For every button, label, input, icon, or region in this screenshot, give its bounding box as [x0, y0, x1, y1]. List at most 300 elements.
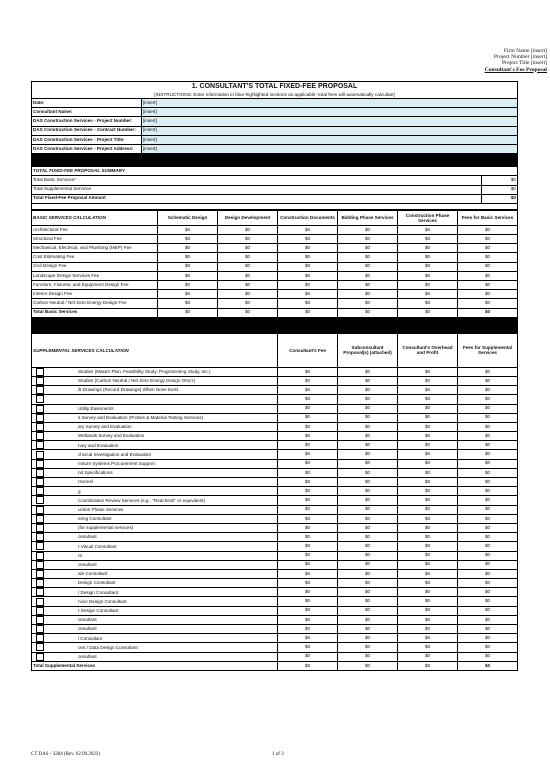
basic-header: Construction Documents: [278, 210, 338, 225]
supplemental-row-label: Studies (Carbon Neutral / Net Zero Energy Design ONLY): [78, 378, 196, 384]
supplemental-row: [32, 533, 518, 542]
supplemental-row: [32, 487, 518, 496]
supplemental-row-label-cell: [32, 579, 278, 588]
basic-header: BASIC SERVICES CALCULATION: [32, 210, 158, 225]
supplemental-checkbox[interactable]: [36, 515, 44, 523]
supplemental-checkbox[interactable]: [36, 395, 44, 403]
supplemental-row: [32, 376, 518, 385]
supplemental-fee-cell[interactable]: $0: [278, 376, 338, 385]
supplemental-fee-cell[interactable]: $0: [278, 459, 338, 468]
supplemental-checkbox[interactable]: [36, 607, 44, 615]
supplemental-checkbox[interactable]: [36, 561, 44, 569]
supplemental-fee-cell[interactable]: $0: [338, 615, 398, 624]
instructions: [INSTRUCTIONS: Enter information in blue-highlighted sections as applicable; total fees will automatically calculate]: [31, 91, 518, 98]
supplemental-checkbox[interactable]: [36, 496, 44, 504]
supplemental-checkbox[interactable]: [36, 653, 44, 661]
supplemental-fee-cell[interactable]: $0: [338, 588, 398, 597]
supplemental-fee-cell[interactable]: $0: [278, 496, 338, 505]
supplemental-row: [32, 523, 518, 532]
supplemental-row-label: ilt Drawings (Record Drawings) When None Exist: [78, 387, 179, 393]
summary-value: $0: [482, 185, 518, 194]
basic-fee-cell[interactable]: $0: [338, 281, 398, 290]
supplemental-fee-cell[interactable]: $0: [278, 542, 338, 551]
basic-fee-cell[interactable]: $0: [278, 262, 338, 271]
supplemental-row-label-cell: [32, 652, 278, 661]
supplemental-row-label-cell: [32, 459, 278, 468]
supplemental-fee-cell[interactable]: $0: [398, 422, 458, 431]
supplemental-fee-cell: $0: [458, 441, 518, 450]
info-row: [32, 117, 518, 126]
supplemental-row-label-cell: [32, 606, 278, 615]
supplemental-fee-cell[interactable]: $0: [398, 606, 458, 615]
supplemental-row-label-cell: [32, 542, 278, 551]
supplemental-fee-cell[interactable]: $0: [278, 395, 338, 404]
basic-fee-cell[interactable]: $0: [158, 299, 218, 308]
info-row: [32, 135, 518, 144]
supplemental-fee-cell[interactable]: $0: [338, 597, 398, 606]
supplemental-fee-cell[interactable]: $0: [278, 643, 338, 652]
supplemental-total-value: $0: [338, 661, 398, 670]
basic-fee-cell: $0: [458, 290, 518, 299]
supplemental-header: SUPPLEMENTAL SERVICES CALCULATION: [32, 333, 278, 367]
fee-proposal-sheet: [31, 81, 518, 671]
supplemental-row-label: rvey and Evaluation: [78, 442, 119, 448]
supplemental-row-label-cell: [32, 395, 278, 404]
basic-fee-cell: $0: [458, 299, 518, 308]
basic-fee-cell[interactable]: $0: [338, 244, 398, 253]
basic-fee-cell[interactable]: $0: [158, 225, 218, 234]
supplemental-row-label-cell: [32, 588, 278, 597]
info-table: [31, 98, 518, 154]
supplemental-row-label-cell: [32, 597, 278, 606]
basic-fee-cell[interactable]: $0: [278, 281, 338, 290]
supplemental-checkbox[interactable]: [36, 377, 44, 385]
supplemental-row: [32, 551, 518, 560]
supplemental-row-label: ary Survey and Evaluation: [78, 424, 132, 430]
supplemental-row-label-cell: [32, 413, 278, 422]
supplemental-fee-cell[interactable]: $0: [338, 450, 398, 459]
supplemental-fee-cell[interactable]: $0: [398, 432, 458, 441]
supplemental-row-label: Coordination Review Services (e.g., "Redcheck" or equivalent): [78, 497, 206, 503]
summary-total-value: $0: [482, 194, 518, 203]
basic-fee-cell[interactable]: $0: [398, 262, 458, 271]
supplemental-row-label: onsultant: [78, 653, 97, 659]
supplemental-fee-cell: $0: [458, 606, 518, 615]
supplemental-fee-cell[interactable]: $0: [398, 450, 458, 459]
basic-fee-cell: $0: [458, 225, 518, 234]
supplemental-fee-cell[interactable]: $0: [398, 533, 458, 542]
supplemental-total-value: $0: [398, 661, 458, 670]
firm-name: Firm Name [insert]: [503, 48, 547, 54]
supplemental-checkbox[interactable]: [36, 643, 44, 651]
supplemental-fee-cell[interactable]: $0: [338, 367, 398, 376]
supplemental-row-label: Wetlands Survey and Evaluation: [78, 433, 145, 439]
supplemental-fee-cell[interactable]: $0: [278, 523, 338, 532]
supplemental-fee-cell[interactable]: $0: [338, 652, 398, 661]
supplemental-fee-cell[interactable]: $0: [398, 643, 458, 652]
supplemental-fee-cell[interactable]: $0: [278, 487, 338, 496]
supplemental-fee-cell[interactable]: $0: [278, 588, 338, 597]
supplemental-fee-cell[interactable]: $0: [338, 634, 398, 643]
supplemental-row-label: uction Phase Services: [78, 506, 124, 512]
supplemental-fee-cell[interactable]: $0: [338, 432, 398, 441]
supplemental-checkbox[interactable]: [36, 478, 44, 486]
supplemental-fee-cell[interactable]: $0: [398, 395, 458, 404]
supplemental-row-label-cell: [32, 551, 278, 560]
supplemental-fee-cell: $0: [458, 432, 518, 441]
basic-fee-cell[interactable]: $0: [218, 299, 278, 308]
supplemental-fee-cell[interactable]: $0: [398, 625, 458, 634]
basic-row-label: Carbon Neutral / Net Zero Energy Design Fee: [32, 299, 158, 308]
supplemental-row-label-cell: [32, 450, 278, 459]
supplemental-row-label-cell: [32, 404, 278, 413]
supplemental-fee-cell[interactable]: $0: [278, 569, 338, 578]
basic-fee-cell[interactable]: $0: [338, 262, 398, 271]
supplemental-fee-cell[interactable]: $0: [338, 441, 398, 450]
supplemental-fee-cell[interactable]: $0: [338, 413, 398, 422]
supplemental-row-label-cell: [32, 643, 278, 652]
supplemental-fee-cell[interactable]: $0: [278, 441, 338, 450]
info-label: DAS Construction Services - Contract Number:: [32, 126, 142, 135]
supplemental-checkbox[interactable]: [36, 588, 44, 596]
supplemental-checkbox[interactable]: [36, 570, 44, 578]
supplemental-fee-cell[interactable]: $0: [398, 523, 458, 532]
supplemental-fee-cell[interactable]: $0: [278, 468, 338, 477]
supplemental-fee-cell[interactable]: $0: [338, 514, 398, 523]
basic-fee-cell[interactable]: $0: [278, 253, 338, 262]
info-value-field[interactable]: [insert]: [142, 108, 518, 117]
supplemental-fee-cell[interactable]: $0: [338, 606, 398, 615]
supplemental-row-label-cell: [32, 560, 278, 569]
basic-total-value: $0: [158, 308, 218, 317]
supplemental-fee-cell[interactable]: $0: [278, 432, 338, 441]
supplemental-fee-cell[interactable]: $0: [278, 386, 338, 395]
supplemental-fee-cell[interactable]: $0: [398, 597, 458, 606]
basic-fee-cell[interactable]: $0: [158, 271, 218, 280]
supplemental-fee-cell[interactable]: $0: [278, 615, 338, 624]
supplemental-row-label: nt: [78, 552, 82, 558]
basic-fee-cell: $0: [458, 244, 518, 253]
supplemental-checkbox[interactable]: [36, 469, 44, 477]
supplemental-fee-cell[interactable]: $0: [338, 579, 398, 588]
supplemental-fee-cell[interactable]: $0: [278, 560, 338, 569]
summary-heading: TOTAL FIXED-FEE PROPOSAL SUMMARY: [32, 167, 518, 176]
basic-fee-cell[interactable]: $0: [218, 262, 278, 271]
divider-bar: [32, 317, 518, 332]
info-label: DAS Construction Services - Project Number:: [32, 117, 142, 126]
supplemental-checkbox[interactable]: [36, 625, 44, 633]
supplemental-row: [32, 422, 518, 431]
basic-fee-cell: $0: [458, 271, 518, 280]
supplemental-checkbox[interactable]: [36, 386, 44, 394]
basic-fee-cell: $0: [458, 253, 518, 262]
supplemental-checkbox[interactable]: [36, 552, 44, 560]
basic-total-value: $0: [338, 308, 398, 317]
basic-fee-cell[interactable]: $0: [398, 290, 458, 299]
supplemental-fee-cell[interactable]: $0: [278, 404, 338, 413]
info-value-field[interactable]: [insert]: [142, 135, 518, 144]
basic-fee-cell[interactable]: $0: [218, 290, 278, 299]
supplemental-row-label: l Consultant: [78, 635, 103, 641]
info-label: Date:: [32, 99, 142, 108]
page-number: 1 of 3: [272, 752, 284, 757]
supplemental-fee-cell[interactable]: $0: [398, 634, 458, 643]
supplemental-fee-cell[interactable]: $0: [338, 551, 398, 560]
supplemental-fee-cell[interactable]: $0: [338, 487, 398, 496]
supplemental-fee-cell[interactable]: $0: [338, 625, 398, 634]
supplemental-fee-cell[interactable]: $0: [398, 468, 458, 477]
basic-fee-cell[interactable]: $0: [338, 299, 398, 308]
supplemental-fee-cell[interactable]: $0: [398, 376, 458, 385]
basic-fee-cell[interactable]: $0: [278, 235, 338, 244]
supplemental-fee-cell[interactable]: $0: [278, 597, 338, 606]
summary-label: Total Supplemental Services: [32, 185, 482, 194]
basic-fee-cell[interactable]: $0: [218, 225, 278, 234]
supplemental-fee-cell[interactable]: $0: [338, 560, 398, 569]
basic-fee-cell[interactable]: $0: [338, 271, 398, 280]
supplemental-fee-cell[interactable]: $0: [338, 505, 398, 514]
supplemental-fee-cell[interactable]: $0: [278, 606, 338, 615]
supplemental-row: [32, 625, 518, 634]
supplemental-checkbox[interactable]: [36, 405, 44, 413]
supplemental-fee-cell[interactable]: $0: [338, 569, 398, 578]
basic-fee-cell[interactable]: $0: [218, 244, 278, 253]
supplemental-row-label: onsultant: [78, 626, 97, 632]
basic-fee-cell[interactable]: $0: [158, 262, 218, 271]
supplemental-row-label-cell: [32, 386, 278, 395]
supplemental-row-label: ons / Data Design Consultant: [78, 644, 138, 650]
supplemental-checkbox[interactable]: [36, 579, 44, 587]
supplemental-fee-cell: $0: [458, 404, 518, 413]
supplemental-row: [32, 468, 518, 477]
basic-fee-cell[interactable]: $0: [218, 253, 278, 262]
basic-fee-cell[interactable]: $0: [398, 253, 458, 262]
supplemental-row-label-cell: [32, 634, 278, 643]
supplemental-row-label: Design Consultant: [78, 580, 116, 586]
basic-fee-cell[interactable]: $0: [338, 290, 398, 299]
basic-row-label: Landscape Design Services Fee: [32, 271, 158, 280]
supplemental-fee-cell[interactable]: $0: [278, 551, 338, 560]
basic-fee-cell[interactable]: $0: [338, 253, 398, 262]
supplemental-checkbox[interactable]: [36, 616, 44, 624]
basic-fee-cell[interactable]: $0: [398, 235, 458, 244]
basic-fee-cell[interactable]: $0: [398, 225, 458, 234]
document-name: Consultant's Fee Proposal: [484, 66, 547, 73]
info-value-field[interactable]: [insert]: [142, 117, 518, 126]
supplemental-fee-cell[interactable]: $0: [338, 533, 398, 542]
supplemental-fee-cell: $0: [458, 551, 518, 560]
supplemental-row-label: rniture Systems Procurement Support: [78, 460, 155, 466]
supplemental-fee-cell: $0: [458, 376, 518, 385]
supplemental-fee-cell[interactable]: $0: [278, 450, 338, 459]
basic-fee-cell[interactable]: $0: [158, 290, 218, 299]
supplemental-header: Consultant's Fee: [278, 333, 338, 367]
basic-fee-cell[interactable]: $0: [398, 271, 458, 280]
supplemental-checkbox[interactable]: [36, 414, 44, 422]
supplemental-fee-cell[interactable]: $0: [398, 496, 458, 505]
supplemental-row: [32, 514, 518, 523]
supplemental-fee-cell[interactable]: $0: [338, 643, 398, 652]
supplemental-checkbox[interactable]: [36, 506, 44, 514]
basic-header: Fees for Basic Services: [458, 210, 518, 225]
supplemental-checkbox[interactable]: [36, 634, 44, 642]
supplemental-fee-cell[interactable]: $0: [278, 579, 338, 588]
supplemental-fee-cell[interactable]: $0: [278, 367, 338, 376]
supplemental-fee-cell[interactable]: $0: [278, 422, 338, 431]
supplemental-checkbox[interactable]: [36, 451, 44, 459]
basic-fee-cell[interactable]: $0: [158, 244, 218, 253]
supplemental-fee-cell[interactable]: $0: [338, 523, 398, 532]
basic-fee-cell[interactable]: $0: [398, 281, 458, 290]
supplemental-checkbox[interactable]: [36, 487, 44, 495]
supplemental-fee-cell[interactable]: $0: [398, 652, 458, 661]
basic-row: [32, 299, 518, 308]
supplemental-fee-cell[interactable]: $0: [398, 386, 458, 395]
supplemental-checkbox[interactable]: [36, 460, 44, 468]
supplemental-row: [32, 459, 518, 468]
basic-fee-cell[interactable]: $0: [278, 271, 338, 280]
basic-fee-cell[interactable]: $0: [278, 299, 338, 308]
basic-fee-cell[interactable]: $0: [338, 225, 398, 234]
supplemental-fee-cell[interactable]: $0: [398, 413, 458, 422]
supplemental-fee-cell: $0: [458, 597, 518, 606]
project-title: Project Title [insert]: [501, 60, 547, 67]
supplemental-fee-cell: $0: [458, 579, 518, 588]
info-value-field[interactable]: [insert]: [142, 99, 518, 108]
basic-total-value: $0: [218, 308, 278, 317]
supplemental-checkbox[interactable]: [36, 432, 44, 440]
supplemental-fee-cell[interactable]: $0: [278, 478, 338, 487]
supplemental-fee-cell: $0: [458, 514, 518, 523]
basic-header: Schematic Design: [158, 210, 218, 225]
supplemental-fee-cell[interactable]: $0: [398, 478, 458, 487]
supplemental-row-label: onsultant: [78, 562, 97, 567]
supplemental-fee-cell[interactable]: $0: [398, 459, 458, 468]
info-value-field[interactable]: [insert]: [142, 126, 518, 135]
supplemental-fee-cell[interactable]: $0: [278, 652, 338, 661]
supplemental-fee-cell[interactable]: $0: [338, 478, 398, 487]
supplemental-row-label-cell: [32, 569, 278, 578]
supplemental-fee-cell: $0: [458, 652, 518, 661]
supplemental-fee-cell[interactable]: $0: [278, 413, 338, 422]
supplemental-checkbox[interactable]: [36, 533, 44, 541]
basic-fee-cell[interactable]: $0: [218, 271, 278, 280]
supplemental-checkbox[interactable]: [36, 524, 44, 532]
basic-fee-cell[interactable]: $0: [278, 244, 338, 253]
supplemental-fee-cell[interactable]: $0: [338, 395, 398, 404]
supplemental-row-label: rvice Design Consultant: [78, 598, 127, 604]
basic-fee-cell[interactable]: $0: [398, 299, 458, 308]
supplemental-row-label-cell: [32, 432, 278, 441]
supplemental-fee-cell[interactable]: $0: [398, 615, 458, 624]
info-value-field[interactable]: [insert]: [142, 144, 518, 153]
basic-row: [32, 253, 518, 262]
supplemental-fee-cell[interactable]: $0: [338, 468, 398, 477]
supplemental-fee-cell: $0: [458, 422, 518, 431]
supplemental-checkbox[interactable]: [36, 542, 44, 550]
supplemental-fee-cell[interactable]: $0: [278, 634, 338, 643]
basic-header: Design Development: [218, 210, 278, 225]
supplemental-row: [32, 432, 518, 441]
supplemental-fee-cell: $0: [458, 569, 518, 578]
basic-fee-cell[interactable]: $0: [218, 235, 278, 244]
supplemental-fee-cell[interactable]: $0: [398, 569, 458, 578]
supplemental-row: [32, 560, 518, 569]
basic-total-label: Total Basic Services: [32, 308, 158, 317]
supplemental-checkbox[interactable]: [36, 368, 44, 376]
supplemental-fee-cell[interactable]: $0: [338, 404, 398, 413]
basic-row-label: Cost Estimating Fee: [32, 253, 158, 262]
supplemental-fee-cell[interactable]: $0: [398, 560, 458, 569]
supplemental-fee-cell[interactable]: $0: [338, 496, 398, 505]
supplemental-fee-cell[interactable]: $0: [278, 505, 338, 514]
supplemental-fee-cell[interactable]: $0: [278, 514, 338, 523]
summary-label: Total Basic Services*: [32, 176, 482, 185]
supplemental-row: [32, 450, 518, 459]
info-row: [32, 126, 518, 135]
supplemental-fee-cell[interactable]: $0: [398, 404, 458, 413]
supplemental-row: [32, 569, 518, 578]
supplemental-fee-cell: $0: [458, 643, 518, 652]
basic-fee-cell[interactable]: $0: [338, 235, 398, 244]
supplemental-fee-cell[interactable]: $0: [398, 487, 458, 496]
supplemental-fee-cell[interactable]: $0: [398, 588, 458, 597]
basic-fee-cell[interactable]: $0: [398, 244, 458, 253]
supplemental-fee-cell[interactable]: $0: [398, 514, 458, 523]
supplemental-fee-cell: $0: [458, 505, 518, 514]
supplemental-fee-cell[interactable]: $0: [338, 386, 398, 395]
supplemental-row-label-cell: [32, 533, 278, 542]
info-label: Consultant Name:: [32, 108, 142, 117]
supplemental-checkbox[interactable]: [36, 441, 44, 449]
supplemental-fee-cell: $0: [458, 523, 518, 532]
supplemental-fee-cell: $0: [458, 496, 518, 505]
basic-fee-cell[interactable]: $0: [158, 281, 218, 290]
spacer: [32, 203, 518, 209]
supplemental-fee-cell[interactable]: $0: [338, 376, 398, 385]
supplemental-fee-cell[interactable]: $0: [398, 542, 458, 551]
divider-bar: [32, 155, 518, 167]
basic-fee-cell[interactable]: $0: [158, 235, 218, 244]
supplemental-fee-cell[interactable]: $0: [278, 625, 338, 634]
supplemental-row-label-cell: [32, 496, 278, 505]
basic-fee-cell[interactable]: $0: [278, 290, 338, 299]
supplemental-fee-cell[interactable]: $0: [338, 422, 398, 431]
supplemental-fee-cell[interactable]: $0: [398, 505, 458, 514]
supplemental-row: [32, 441, 518, 450]
supplemental-header: Consultant's Overhead and Profit: [398, 333, 458, 367]
supplemental-fee-cell: $0: [458, 588, 518, 597]
supplemental-fee-cell[interactable]: $0: [338, 459, 398, 468]
supplemental-row: [32, 404, 518, 413]
basic-row: [32, 290, 518, 299]
supplemental-checkbox[interactable]: [36, 423, 44, 431]
supplemental-fee-cell[interactable]: $0: [398, 441, 458, 450]
basic-header: Construction Phase Services: [398, 210, 458, 225]
basic-fee-cell[interactable]: $0: [158, 253, 218, 262]
supplemental-fee-cell[interactable]: $0: [398, 551, 458, 560]
basic-fee-cell[interactable]: $0: [218, 281, 278, 290]
basic-fee-cell[interactable]: $0: [278, 225, 338, 234]
supplemental-fee-cell[interactable]: $0: [278, 533, 338, 542]
supplemental-fee-cell[interactable]: $0: [398, 579, 458, 588]
supplemental-row: [32, 634, 518, 643]
supplemental-row-label: rsonnel: [78, 479, 94, 485]
supplemental-fee-cell[interactable]: $0: [338, 542, 398, 551]
supplemental-checkbox[interactable]: [36, 598, 44, 606]
supplemental-fee-cell[interactable]: $0: [398, 367, 458, 376]
basic-row: [32, 281, 518, 290]
